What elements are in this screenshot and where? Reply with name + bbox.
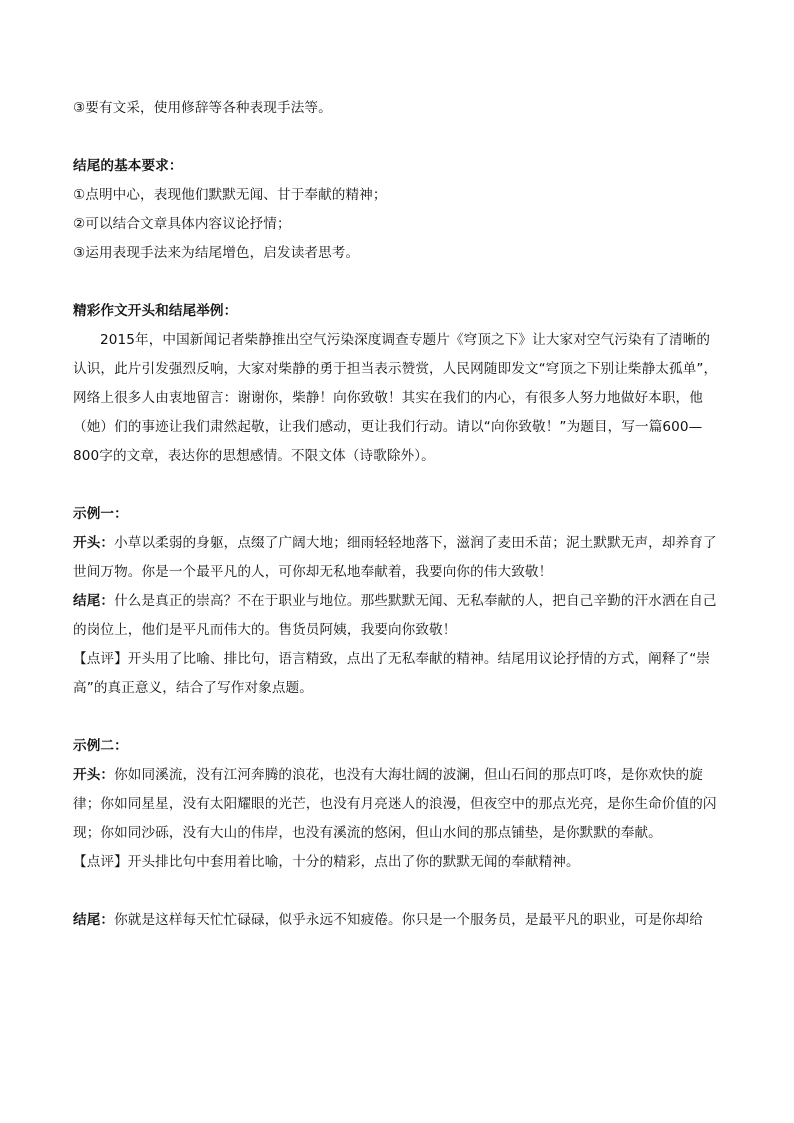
- example-2-heading: 示例二：: [73, 738, 128, 754]
- examples-heading: 精彩作文开头和结尾举例：: [73, 303, 238, 319]
- comment-text: 开头排比句中套用着比喻，十分的精彩，点出了你的默默无闻的奉献精神。: [127, 854, 580, 870]
- ending-text: 你就是这样每天忙忙碌碌，似乎永远不知疲倦。你只是一个服务员，是最平凡的职业，可是你却给: [114, 912, 703, 928]
- essay-prompt: 2015年，中国新闻记者柴静推出空气污染深度调查专题片《穹顶之下》让大家对空气污染有了清晰的认识，此片引发强烈反响，大家对柴静的勇于担当表示赞赏，人民网随即发文“穹顶之下别让柴静太孤单”，网络上很多人由衷地留言：谢谢你，柴静！向你致敬！其实在我们的内心，有很多人努力地做好本职，他（她）们的事迹让我们肃然起敬，让我们感动，更让我们行动。请以“向你致敬！”为题目，写一篇600—800字的文章，表达你的思想感情。不限文体（诗歌除外）。: [73, 332, 718, 464]
- example-1-opening: [73, 529, 721, 587]
- document-page: [73, 94, 721, 935]
- ending-label: 结尾：: [73, 912, 115, 928]
- opening-text: 你如同溪流，没有江河奔腾的浪花，也没有大海壮阔的波澜，但山石间的那点叮咚，是你欢快的旋律；你如同星星，没有太阳耀眼的光芒，也没有月亮迷人的浪漫，但夜空中的那点光亮，是你生命价值的闪现；你如同沙砾，没有大山的伟岸，也没有溪流的悠闲，但山水间的那点铺垫，是你默默的奉献。: [73, 767, 717, 841]
- opening-label: 开头：: [73, 535, 115, 551]
- ending-requirement-1: ①点明中心，表现他们默默无闻、甘于奉献的精神；: [73, 187, 387, 203]
- comment-label: 【点评】: [73, 651, 128, 667]
- ending-requirement-3: ③运用表现手法来为结尾增色，启发读者思考。: [73, 245, 360, 261]
- ending-requirement-2: ②可以结合文章具体内容议论抒情；: [73, 216, 291, 232]
- spacer: [73, 268, 721, 297]
- spacer: [73, 123, 721, 152]
- example-1-ending: [73, 587, 721, 645]
- comment-text: 开头用了比喻、排比句，语言精致，点出了无私奉献的精神。结尾用议论抒情的方式，阐释了“崇高”的真正意义，结合了写作对象点题。: [73, 651, 711, 696]
- example-1-comment: [73, 645, 721, 703]
- example-2-comment: [73, 848, 721, 877]
- spacer: [73, 703, 721, 732]
- opening-label: 开头：: [73, 767, 115, 783]
- example-1-heading: 示例一：: [73, 506, 128, 522]
- spacer: [73, 471, 721, 500]
- spacer: [73, 877, 721, 906]
- example-2-opening: [73, 761, 721, 848]
- comment-label: 【点评】: [73, 854, 128, 870]
- example-2-ending: [73, 906, 721, 935]
- opening-text: 小草以柔弱的身躯，点缀了广阔大地；细雨轻轻地落下，滋润了麦田禾苗；泥土默默无声，却养育了世间万物。你是一个最平凡的人，可你却无私地奉献着，我要向你的伟大致敬！: [73, 535, 717, 580]
- ending-label: 结尾：: [73, 593, 115, 609]
- ending-text: 什么是真正的崇高？不在于职业与地位。那些默默无闻、无私奉献的人，把自己辛勤的汗水洒在自己的岗位上，他们是平凡而伟大的。售货员阿姨，我要向你致敬！: [73, 593, 717, 638]
- intro-point-3: ③要有文采，使用修辞等各种表现手法等。: [73, 100, 332, 116]
- ending-requirements-heading: 结尾的基本要求：: [73, 158, 183, 174]
